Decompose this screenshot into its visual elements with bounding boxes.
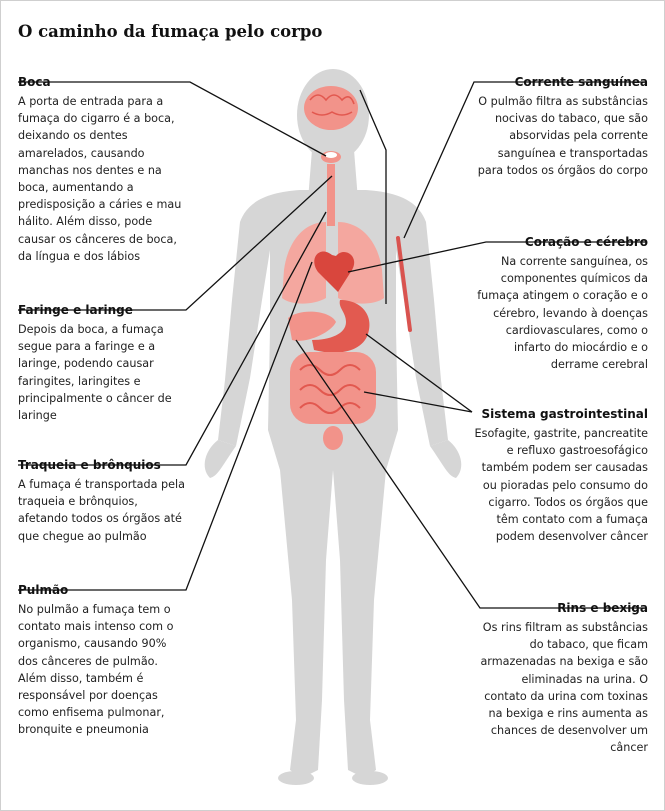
section-heading: Pulmão <box>18 583 69 597</box>
section-text: Esofagite, gastrite, pancreatite e refluxo gastroesofágico também podem ser causadas ou pioradas pelo consumo do cigarro. Todos os órgãos que têm contato com a fumaça podem desenvolver câncer <box>474 427 648 544</box>
section-text: O pulmão filtra as substâncias nocivas do tabaco, que são absorvidas pela corrente sanguínea e transportadas para todos os órgãos do corpo <box>477 95 648 177</box>
section-boca <box>18 74 188 265</box>
section-traqueia <box>18 457 186 545</box>
section-corrente <box>476 74 648 179</box>
section-text: No pulmão a fumaça tem o contato mais intenso com o organismo, causando 90% dos cânceres de pulmão. Além disso, também é responsável por doenças como enfisema pulmonar, bronquite e pneumonia <box>18 603 174 737</box>
section-heading: Boca <box>18 75 51 89</box>
section-text: Na corrente sanguínea, os componentes químicos da fumaça atingem o coração e o cérebro, levando à doenças cardiovasculares, como o infarto do miocárdio e o derrame cerebral <box>477 255 648 372</box>
section-pulmao <box>18 582 178 739</box>
section-heading: Sistema gastrointestinal <box>481 407 648 421</box>
intestines-organ <box>290 352 376 424</box>
section-rins <box>476 600 648 757</box>
section-heading: Corrente sanguínea <box>514 75 648 89</box>
section-text: A porta de entrada para a fumaça do cigarro é a boca, deixando os dentes amarelados, causando manchas nos dentes e na boca, aumentando a predisposição a cáries e mau hálito. Além disso, pode causar os cânceres de boca, da língua e dos lábios <box>18 95 182 263</box>
section-heading: Rins e bexiga <box>557 601 648 615</box>
section-text: Os rins filtram as substâncias do tabaco, que ficam armazenadas na bexiga e são eliminadas na urina. O contato da urina com toxinas na bexiga e rins aumenta as chances de desenvolver um câncer <box>480 621 648 755</box>
section-text: A fumaça é transportada pela traqueia e brônquios, afetando todos os órgãos até que chegue ao pulmão <box>18 478 186 543</box>
mouth-organ <box>321 151 341 163</box>
section-coracao <box>470 234 648 373</box>
section-gastro <box>474 406 648 545</box>
trachea-organ <box>327 164 335 226</box>
page-title: O caminho da fumaça pelo corpo <box>18 22 323 41</box>
section-heading: Faringe e laringe <box>18 303 133 317</box>
section-heading: Coração e cérebro <box>524 235 648 249</box>
bladder-organ <box>323 426 343 450</box>
section-faringe <box>18 302 186 424</box>
section-heading: Traqueia e brônquios <box>18 458 161 472</box>
brain-organ <box>304 86 358 130</box>
section-text: Depois da boca, a fumaça segue para a faringe e a laringe, podendo causar faringites, laringites e principalmente o câncer de laringe <box>18 323 172 423</box>
